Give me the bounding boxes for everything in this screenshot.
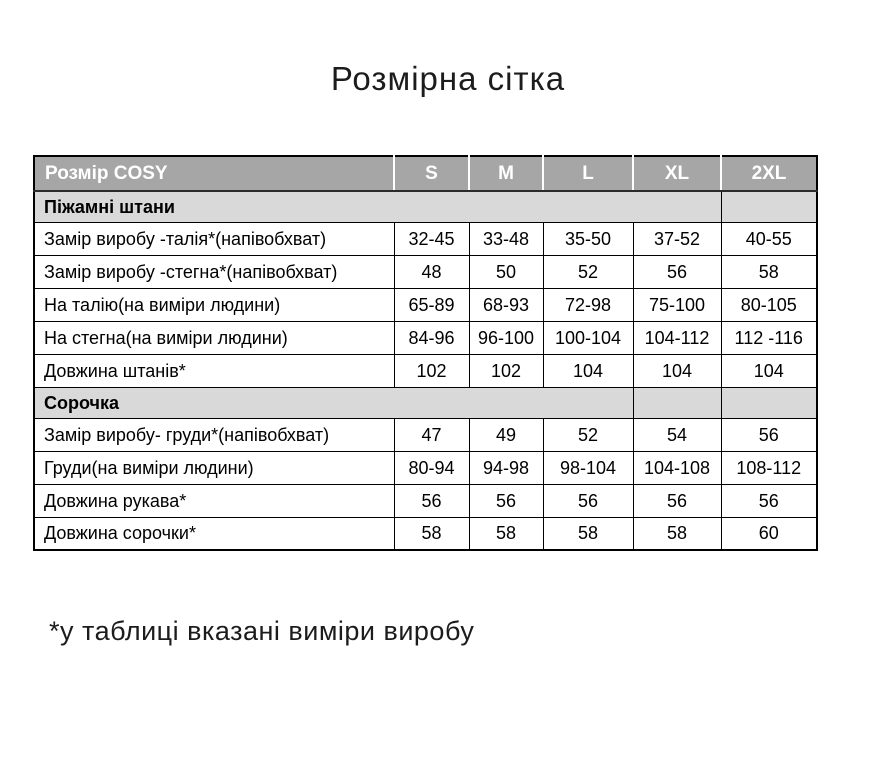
value-cell: 32-45: [394, 222, 469, 255]
table-row: [34, 451, 817, 484]
value-cell: 104: [543, 354, 633, 387]
value-cell: 48: [394, 255, 469, 288]
value-cell: 104: [721, 354, 817, 387]
value-cell: 37-52: [633, 222, 721, 255]
table-row: [34, 517, 817, 550]
value-cell: 58: [721, 255, 817, 288]
value-cell: 75-100: [633, 288, 721, 321]
value-cell: 84-96: [394, 321, 469, 354]
value-cell: 33-48: [469, 222, 543, 255]
value-cell: 35-50: [543, 222, 633, 255]
value-cell: 65-89: [394, 288, 469, 321]
value-cell: 80-94: [394, 451, 469, 484]
value-cell: 94-98: [469, 451, 543, 484]
table-row: [34, 255, 817, 288]
section-title-cell: Піжамні штани: [34, 191, 721, 222]
value-cell: 58: [543, 517, 633, 550]
table-row: [34, 222, 817, 255]
table-row: [34, 418, 817, 451]
value-cell: 56: [633, 484, 721, 517]
value-cell: 100-104: [543, 321, 633, 354]
size-table-body: [34, 191, 817, 550]
value-cell: 50: [469, 255, 543, 288]
size-table-header: [34, 156, 817, 191]
section-title-cell: Сорочка: [34, 387, 633, 418]
value-cell: 104: [633, 354, 721, 387]
value-cell: 52: [543, 418, 633, 451]
row-label-cell: Довжина штанів*: [34, 354, 394, 387]
value-cell: 68-93: [469, 288, 543, 321]
row-label-cell: Груди(на виміри людини): [34, 451, 394, 484]
value-cell: 102: [394, 354, 469, 387]
table-row: [34, 321, 817, 354]
value-cell: 56: [721, 484, 817, 517]
value-cell: 56: [633, 255, 721, 288]
value-cell: 104-112: [633, 321, 721, 354]
row-label-cell: Довжина сорочки*: [34, 517, 394, 550]
header-size-2xl: 2XL: [721, 156, 817, 191]
section-empty-cell: [721, 191, 817, 222]
value-cell: 56: [469, 484, 543, 517]
size-chart-table: [33, 155, 818, 551]
header-size-m: M: [469, 156, 543, 191]
page-title: Розмірна сітка: [330, 60, 566, 97]
header-row: [34, 156, 817, 191]
value-cell: 54: [633, 418, 721, 451]
table-row: [34, 354, 817, 387]
value-cell: 58: [469, 517, 543, 550]
value-cell: 72-98: [543, 288, 633, 321]
row-label-cell: На талію(на виміри людини): [34, 288, 394, 321]
footnote: *у таблиці вказані виміри виробу: [49, 616, 475, 646]
section-row: [34, 387, 817, 418]
value-cell: 56: [394, 484, 469, 517]
row-label-cell: Довжина рукава*: [34, 484, 394, 517]
value-cell: 56: [721, 418, 817, 451]
value-cell: 40-55: [721, 222, 817, 255]
value-cell: 96-100: [469, 321, 543, 354]
value-cell: 60: [721, 517, 817, 550]
section-row: [34, 191, 817, 222]
value-cell: 104-108: [633, 451, 721, 484]
value-cell: 47: [394, 418, 469, 451]
header-size-xl: XL: [633, 156, 721, 191]
value-cell: 98-104: [543, 451, 633, 484]
value-cell: 108-112: [721, 451, 817, 484]
value-cell: 102: [469, 354, 543, 387]
value-cell: 112 -116: [721, 321, 817, 354]
header-size-l: L: [543, 156, 633, 191]
value-cell: 49: [469, 418, 543, 451]
value-cell: 58: [633, 517, 721, 550]
header-label-cell: Розмір COSY: [34, 156, 394, 191]
header-size-s: S: [394, 156, 469, 191]
row-label-cell: Замір виробу- груди*(напівобхват): [34, 418, 394, 451]
row-label-cell: На стегна(на виміри людини): [34, 321, 394, 354]
value-cell: 80-105: [721, 288, 817, 321]
section-empty-cell: [721, 387, 817, 418]
value-cell: 58: [394, 517, 469, 550]
value-cell: 56: [543, 484, 633, 517]
value-cell: 52: [543, 255, 633, 288]
row-label-cell: Замір виробу -талія*(напівобхват): [34, 222, 394, 255]
row-label-cell: Замір виробу -стегна*(напівобхват): [34, 255, 394, 288]
table-row: [34, 288, 817, 321]
table-row: [34, 484, 817, 517]
section-empty-cell: [633, 387, 721, 418]
